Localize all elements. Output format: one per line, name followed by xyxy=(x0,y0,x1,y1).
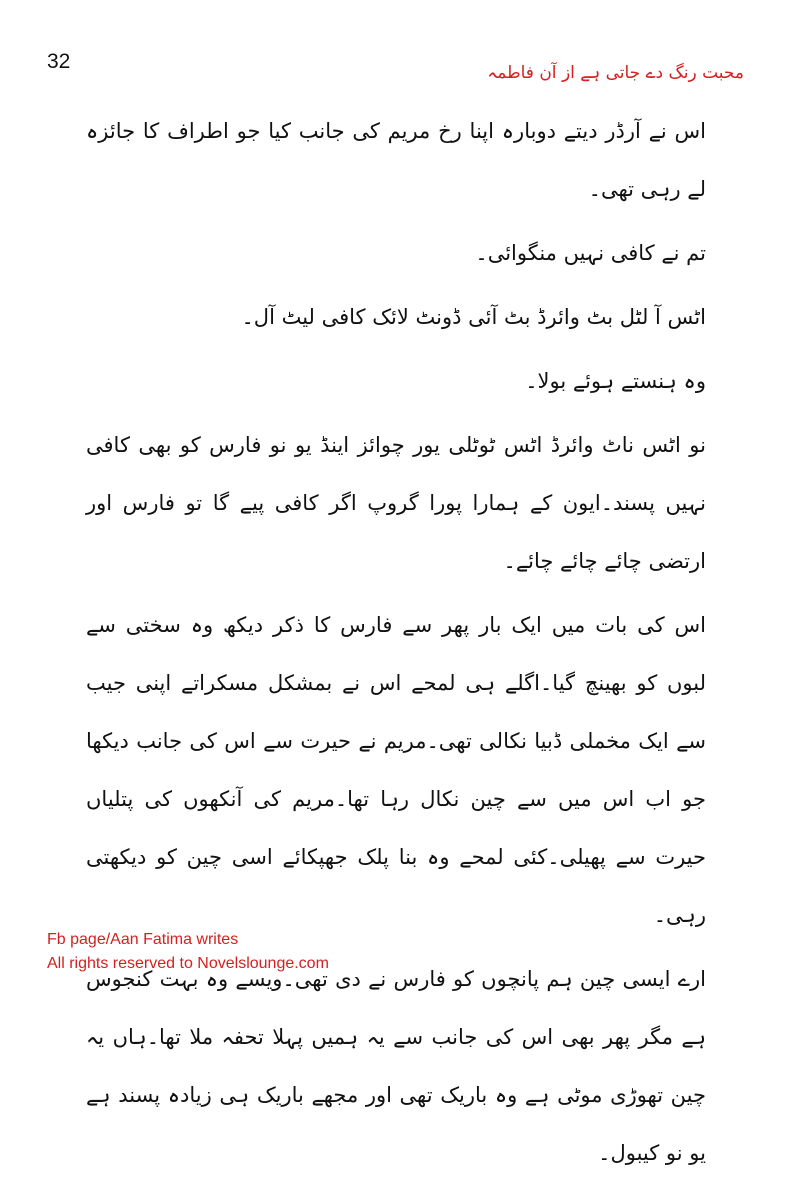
footer-fb-page: Fb page/Aan Fatima writes xyxy=(47,931,239,948)
page-number: 32 xyxy=(47,50,71,73)
header-title: محبت رنگ دے جاتی ہے از آن فاطمہ xyxy=(487,63,744,83)
paragraph: تم نے کافی نہیں منگوائی۔ xyxy=(475,241,706,265)
paragraph: اس نے آرڈر دیتے دوبارہ اپنا رخ مریم کی جانب کیا جو اطراف کا جائزہ لے رہی تھی۔ xyxy=(86,119,706,201)
paragraph: ارے ایسی چین ہم پانچوں کو فارس نے دی تھی۔ویسے وہ بہت کنجوس ہے مگر پھر بھی اس کی جانب سے یہ ہمیں پہلا تحفہ ملا تھا۔ہاں یہ چین تھوڑی موٹی ہے وہ باریک تھی اور مجھے باریک ہی زیادہ پسند ہے یو نو کیبول۔ xyxy=(86,967,706,1165)
footer-rights: All rights reserved to Novelslounge.com xyxy=(47,955,329,972)
paragraph: اٹس آ لٹل بٹ وائرڈ بٹ آئی ڈونٹ لائک کافی لیٹ آل۔ xyxy=(241,305,706,329)
footer xyxy=(47,928,329,976)
paragraph: اس کی بات میں ایک بار پھر سے فارس کا ذکر دیکھ وہ سختی سے لبوں کو بھینچ گیا۔اگلے ہی لمحے اس نے بمشکل مسکراتے اپنی جیب سے ایک مخملی ڈبیا نکالی تھی۔مریم نے حیرت سے اس کی جانب دیکھا جو اب اس میں سے چین نکال رہا تھا۔مریم کی آنکھوں کی پتلیاں حیرت سے پھیلی۔کئی لمحے وہ بنا پلک جھپکائے اسی چین کو دیکھتی رہی۔ xyxy=(86,613,706,927)
body-text xyxy=(86,102,706,1188)
paragraph: نو اٹس ناٹ وائرڈ اٹس ٹوٹلی یور چوائز اینڈ یو نو فارس کو بھی کافی نہیں پسند۔ایون کے ہمارا پورا گروپ اگر کافی پیے گا تو فارس اور ارتضی چائے چائے چائے۔ xyxy=(86,433,706,573)
paragraph: وہ ہنستے ہوئے بولا۔ xyxy=(525,369,706,393)
